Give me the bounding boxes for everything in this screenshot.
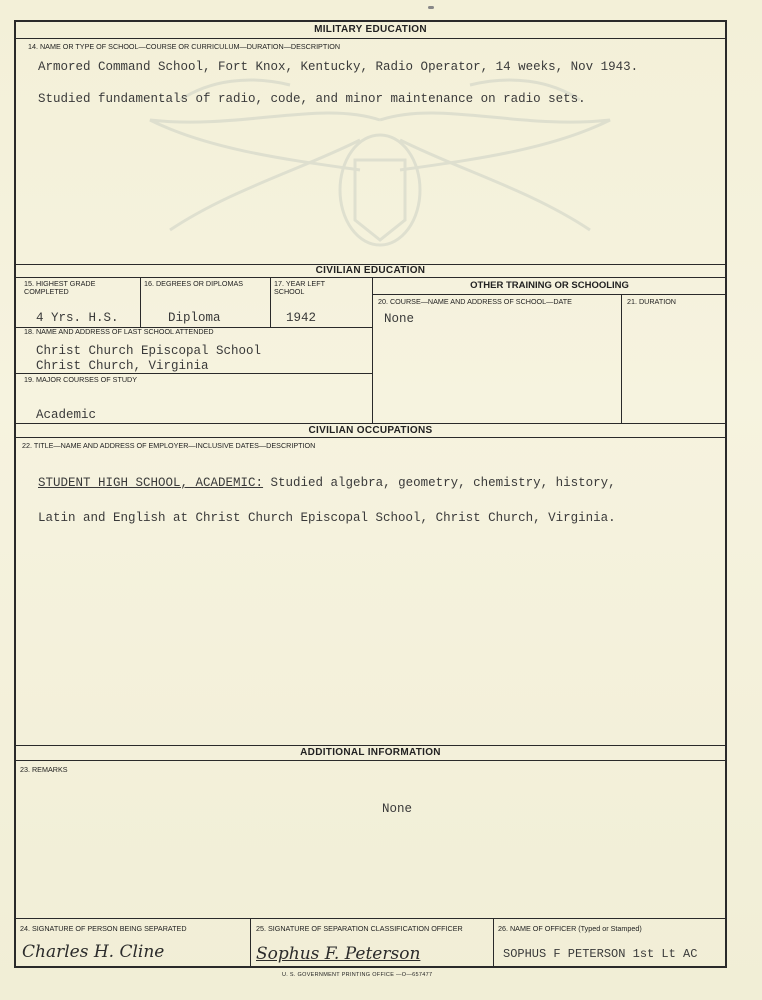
field-26-label: 26. NAME OF OFFICER (Typed or Stamped) bbox=[498, 924, 642, 933]
punch-mark bbox=[428, 6, 434, 9]
field-19-value: Academic bbox=[36, 408, 97, 422]
field-20-value: None bbox=[384, 312, 415, 326]
divider bbox=[14, 38, 727, 39]
divider bbox=[372, 277, 373, 423]
divider bbox=[14, 760, 727, 761]
field-21-label: 21. DURATION bbox=[627, 297, 676, 306]
military-education-heading: MILITARY EDUCATION bbox=[314, 24, 427, 35]
field-18-line-2: Christ Church, Virginia bbox=[36, 359, 209, 373]
divider bbox=[250, 918, 251, 968]
field-18-line-1: Christ Church Episcopal School bbox=[36, 344, 262, 358]
field-22-label: 22. TITLE—NAME AND ADDRESS OF EMPLOYER—INCLUSIVE DATES—DESCRIPTION bbox=[22, 441, 316, 450]
field-20-label: 20. COURSE—NAME AND ADDRESS OF SCHOOL—DATE bbox=[378, 297, 572, 306]
divider bbox=[372, 294, 727, 295]
field-24-label: 24. SIGNATURE OF PERSON BEING SEPARATED bbox=[20, 924, 187, 933]
printer-imprint: U. S. GOVERNMENT PRINTING OFFICE —O—657477 bbox=[282, 972, 433, 978]
divider bbox=[14, 918, 727, 919]
field-14-label: 14. NAME OR TYPE OF SCHOOL—COURSE OR CURRICULUM—DURATION—DESCRIPTION bbox=[28, 42, 341, 51]
form-frame bbox=[14, 20, 727, 968]
divider bbox=[270, 277, 271, 327]
divider bbox=[493, 918, 494, 968]
occupation-description: Studied algebra, geometry, chemistry, history, bbox=[263, 476, 616, 490]
signature-classification-officer: Sophus F. Peterson bbox=[256, 944, 421, 964]
additional-information-heading: ADDITIONAL INFORMATION bbox=[300, 747, 441, 758]
field-22-line-1 bbox=[38, 476, 616, 490]
divider bbox=[140, 277, 141, 327]
occupation-title: STUDENT HIGH SCHOOL, ACADEMIC: bbox=[38, 476, 264, 490]
civilian-occupations-heading: CIVILIAN OCCUPATIONS bbox=[308, 425, 433, 436]
other-training-heading: OTHER TRAINING OR SCHOOLING bbox=[470, 280, 629, 291]
field-14-line-1: Armored Command School, Fort Knox, Kentucky, Radio Operator, 14 weeks, Nov 1943. bbox=[38, 60, 639, 74]
field-26-value: SOPHUS F PETERSON 1st Lt AC bbox=[503, 947, 698, 961]
field-15-label: 15. HIGHEST GRADE COMPLETED bbox=[24, 279, 96, 296]
field-25-label: 25. SIGNATURE OF SEPARATION CLASSIFICATION OFFICER bbox=[256, 924, 463, 933]
field-17-value: 1942 bbox=[286, 311, 317, 325]
civilian-education-heading: CIVILIAN EDUCATION bbox=[315, 265, 426, 276]
field-16-label: 16. DEGREES OR DIPLOMAS bbox=[144, 279, 244, 288]
field-14-line-2: Studied fundamentals of radio, code, and minor maintenance on radio sets. bbox=[38, 92, 586, 106]
divider bbox=[14, 423, 727, 424]
field-18-label: 18. NAME AND ADDRESS OF LAST SCHOOL ATTENDED bbox=[24, 327, 214, 336]
field-16-value: Diploma bbox=[168, 311, 221, 325]
divider bbox=[14, 277, 727, 278]
field-15-value: 4 Yrs. H.S. bbox=[36, 311, 119, 325]
field-23-value: None bbox=[382, 802, 413, 816]
field-19-label: 19. MAJOR COURSES OF STUDY bbox=[24, 375, 138, 384]
signature-person-separated: Charles H. Cline bbox=[22, 942, 165, 962]
field-17-label: 17. YEAR LEFT SCHOOL bbox=[274, 279, 325, 296]
divider bbox=[14, 437, 727, 438]
divider bbox=[14, 373, 372, 374]
divider bbox=[14, 745, 727, 746]
divider bbox=[621, 294, 622, 423]
field-22-line-2: Latin and English at Christ Church Episcopal School, Christ Church, Virginia. bbox=[38, 511, 616, 525]
field-23-label: 23. REMARKS bbox=[20, 765, 68, 774]
